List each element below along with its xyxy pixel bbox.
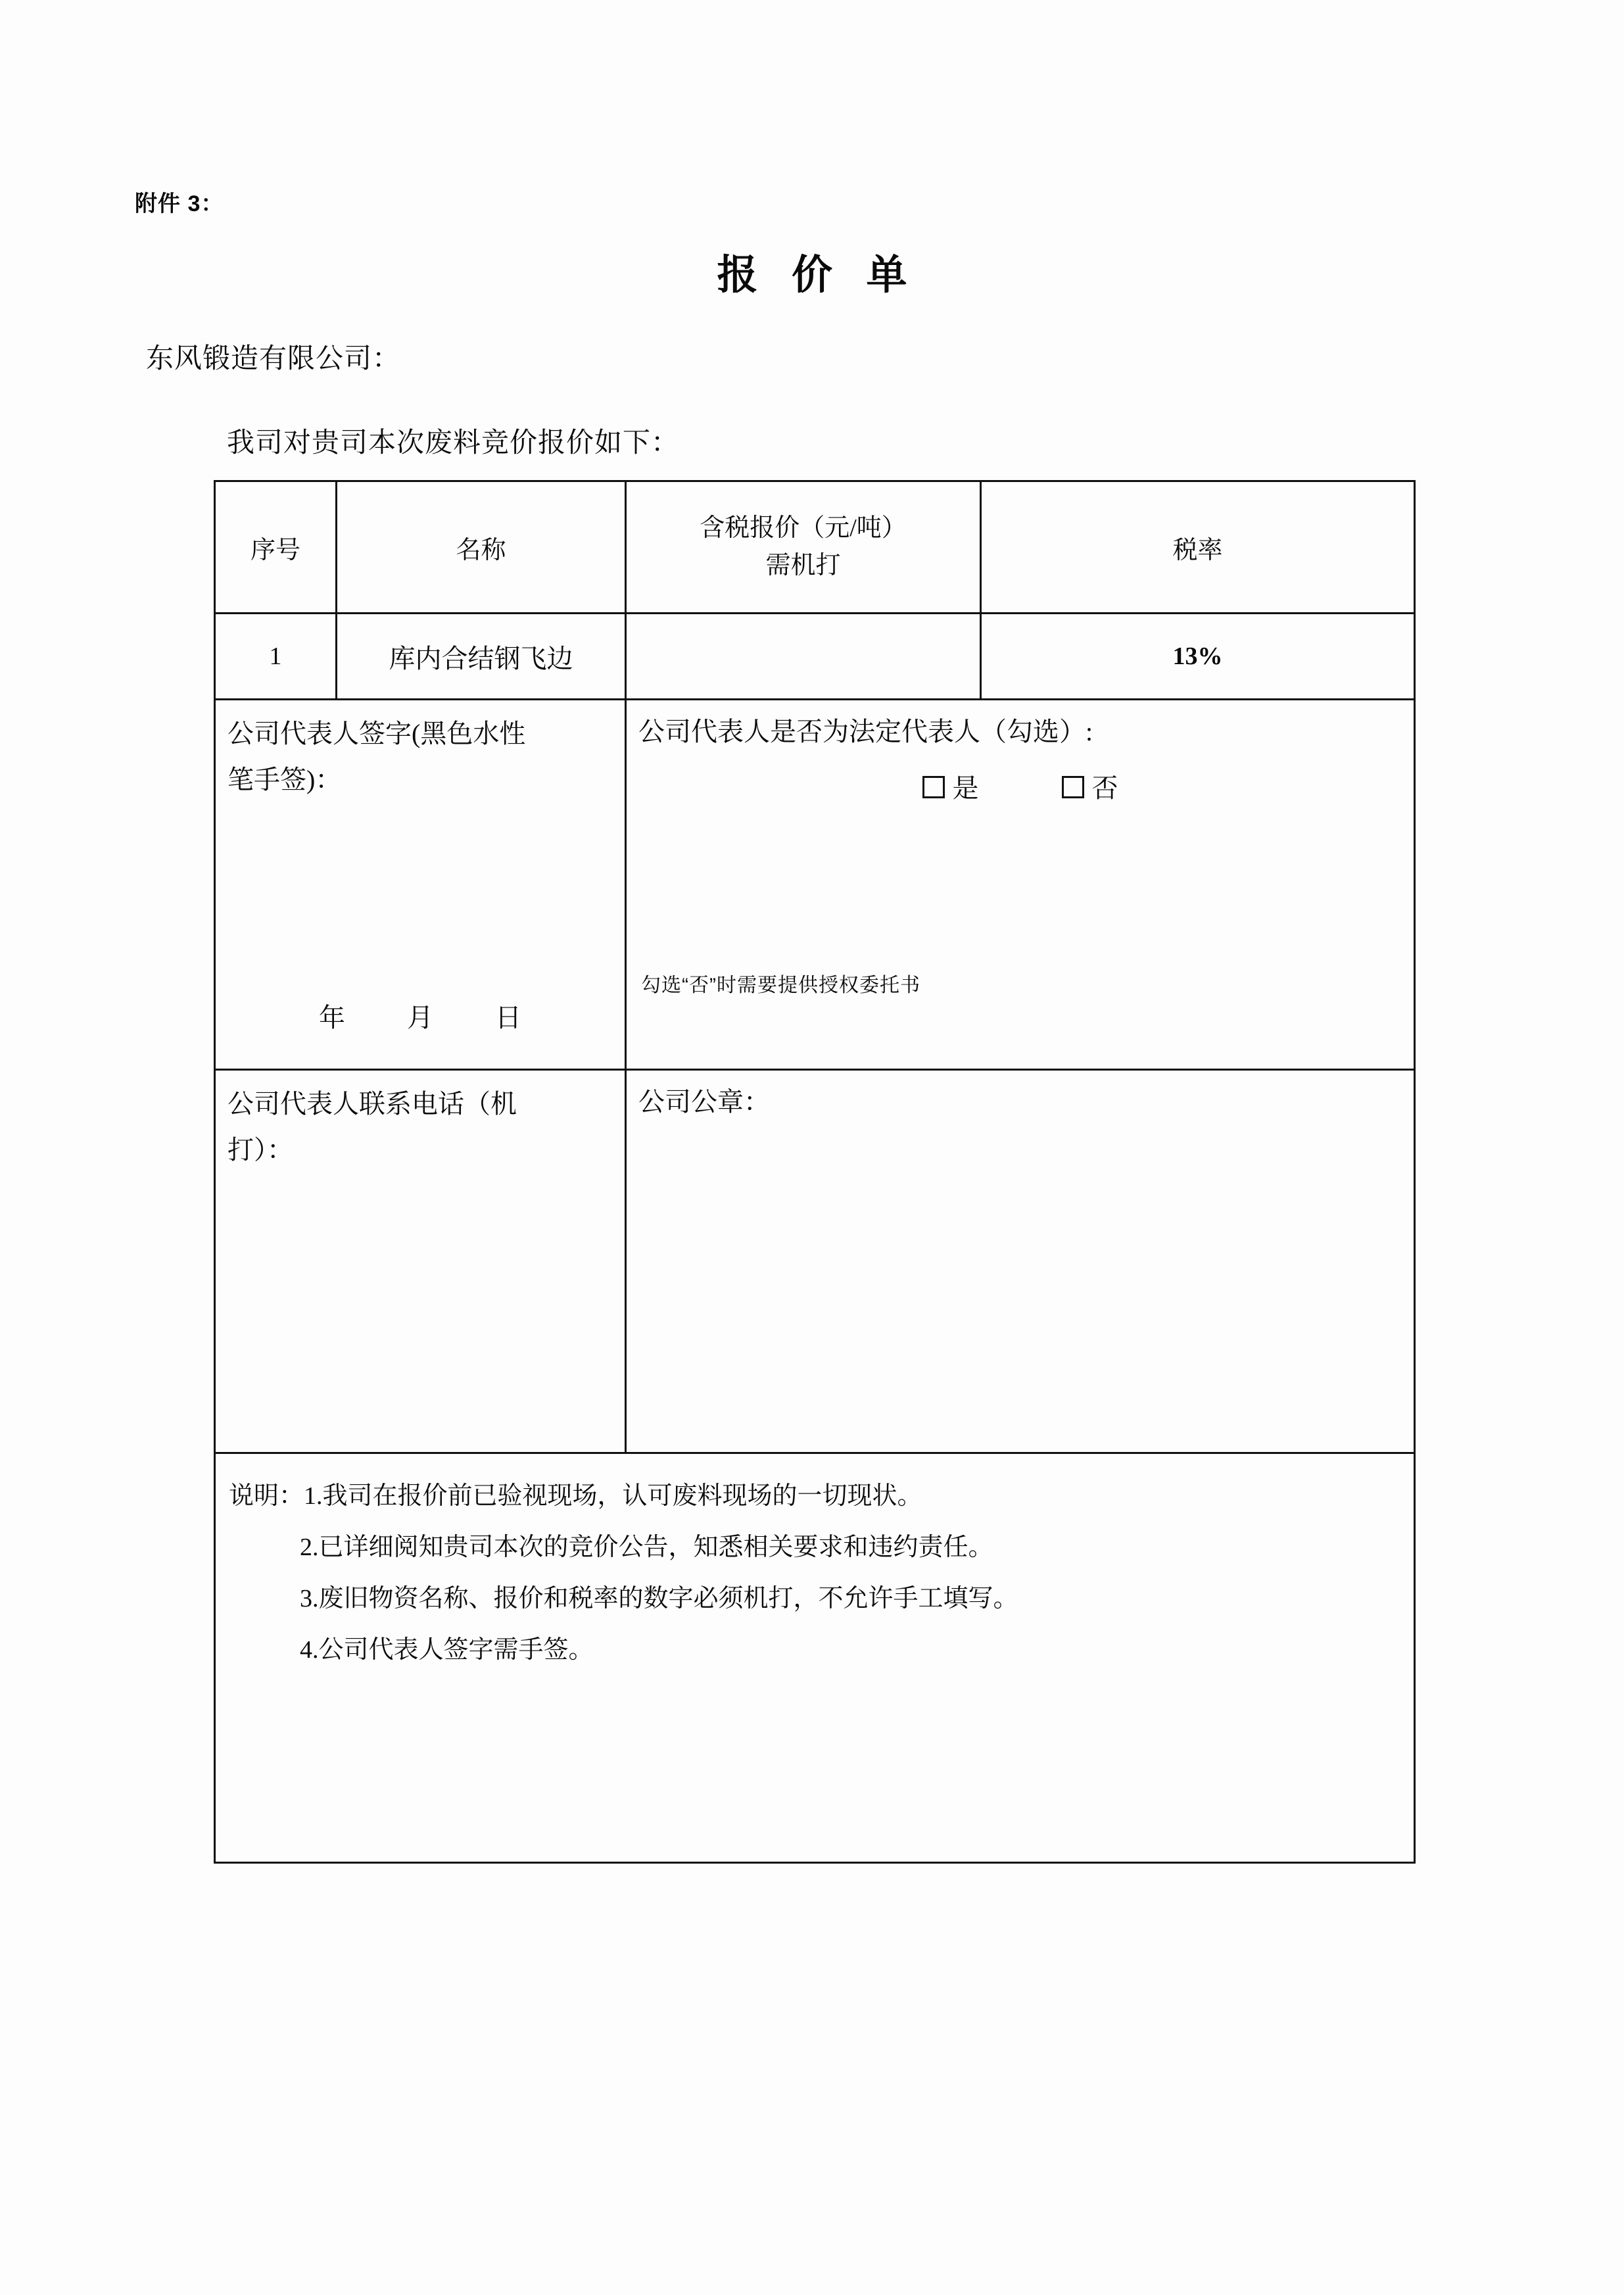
note-item [229,1471,1398,1522]
option-yes[interactable] [922,767,979,805]
note-item: 2.已详细阅知贵司本次的竞价公告，知悉相关要求和违约责任。 [300,1533,993,1561]
header-price-line2: 需机打 [765,552,841,579]
header-index: 序号 [215,481,337,614]
notes-cell [215,1453,1415,1863]
authorization-note: 勾选“否”时需要提供授权委托书 [641,975,920,996]
phone-label-line1: 公司代表人联系电话（机 [227,1089,517,1119]
notes-prefix: 说明： [229,1482,304,1510]
company-seal-label: 公司公章： [638,1087,770,1117]
quotation-table [214,480,1416,1864]
addressee-line: 东风锻造有限公司： [146,344,401,374]
header-name: 名称 [337,481,626,614]
row-name: 库内合结钢飞边 [337,614,626,700]
phone-field[interactable] [215,1070,626,1453]
contact-row [215,1070,1415,1453]
phone-label-line2: 打）： [227,1135,293,1165]
company-seal-field[interactable] [626,1070,1415,1453]
option-no-label: 否 [1091,773,1118,803]
header-price [626,481,981,614]
signature-row [215,700,1415,1070]
header-price-line1: 含税报价（元/吨） [700,514,907,542]
signature-label-line2: 笔手签)： [227,765,342,794]
page-title: 报 价 单 [717,253,919,298]
legal-rep-choices [627,767,1414,805]
note-item: 4.公司代表人签字需手签。 [300,1635,594,1664]
notes-row [215,1453,1415,1863]
checkbox-no-icon[interactable] [1062,776,1084,798]
signature-date-line: 年 月 日 [319,1003,549,1032]
option-yes-label: 是 [952,773,979,803]
row-price-input[interactable] [626,614,981,700]
row-tax-rate: 13% [981,614,1415,700]
intro-line: 我司对贵司本次废料竞价报价如下： [227,428,680,458]
checkbox-yes-icon[interactable] [922,776,945,798]
header-tax-rate: 税率 [981,481,1415,614]
option-no[interactable] [1062,767,1118,805]
notes-list [216,1454,1414,1676]
note-text-1: 1.我司在报价前已验视现场，认可废料现场的一切现状。 [304,1482,922,1510]
legal-rep-question-cell [626,700,1415,1070]
note-item: 3.废旧物资名称、报价和税率的数字必须机打，不允许手工填写。 [300,1584,1018,1612]
attachment-label: 附件 3： [135,191,224,216]
row-index: 1 [215,614,337,700]
signature-label-line1: 公司代表人签字(黑色水性 [227,719,526,748]
table-row [215,614,1415,700]
legal-rep-question: 公司代表人是否为法定代表人（勾选）: [638,717,1093,746]
table-header-row [215,481,1415,614]
signature-field[interactable] [215,700,626,1070]
